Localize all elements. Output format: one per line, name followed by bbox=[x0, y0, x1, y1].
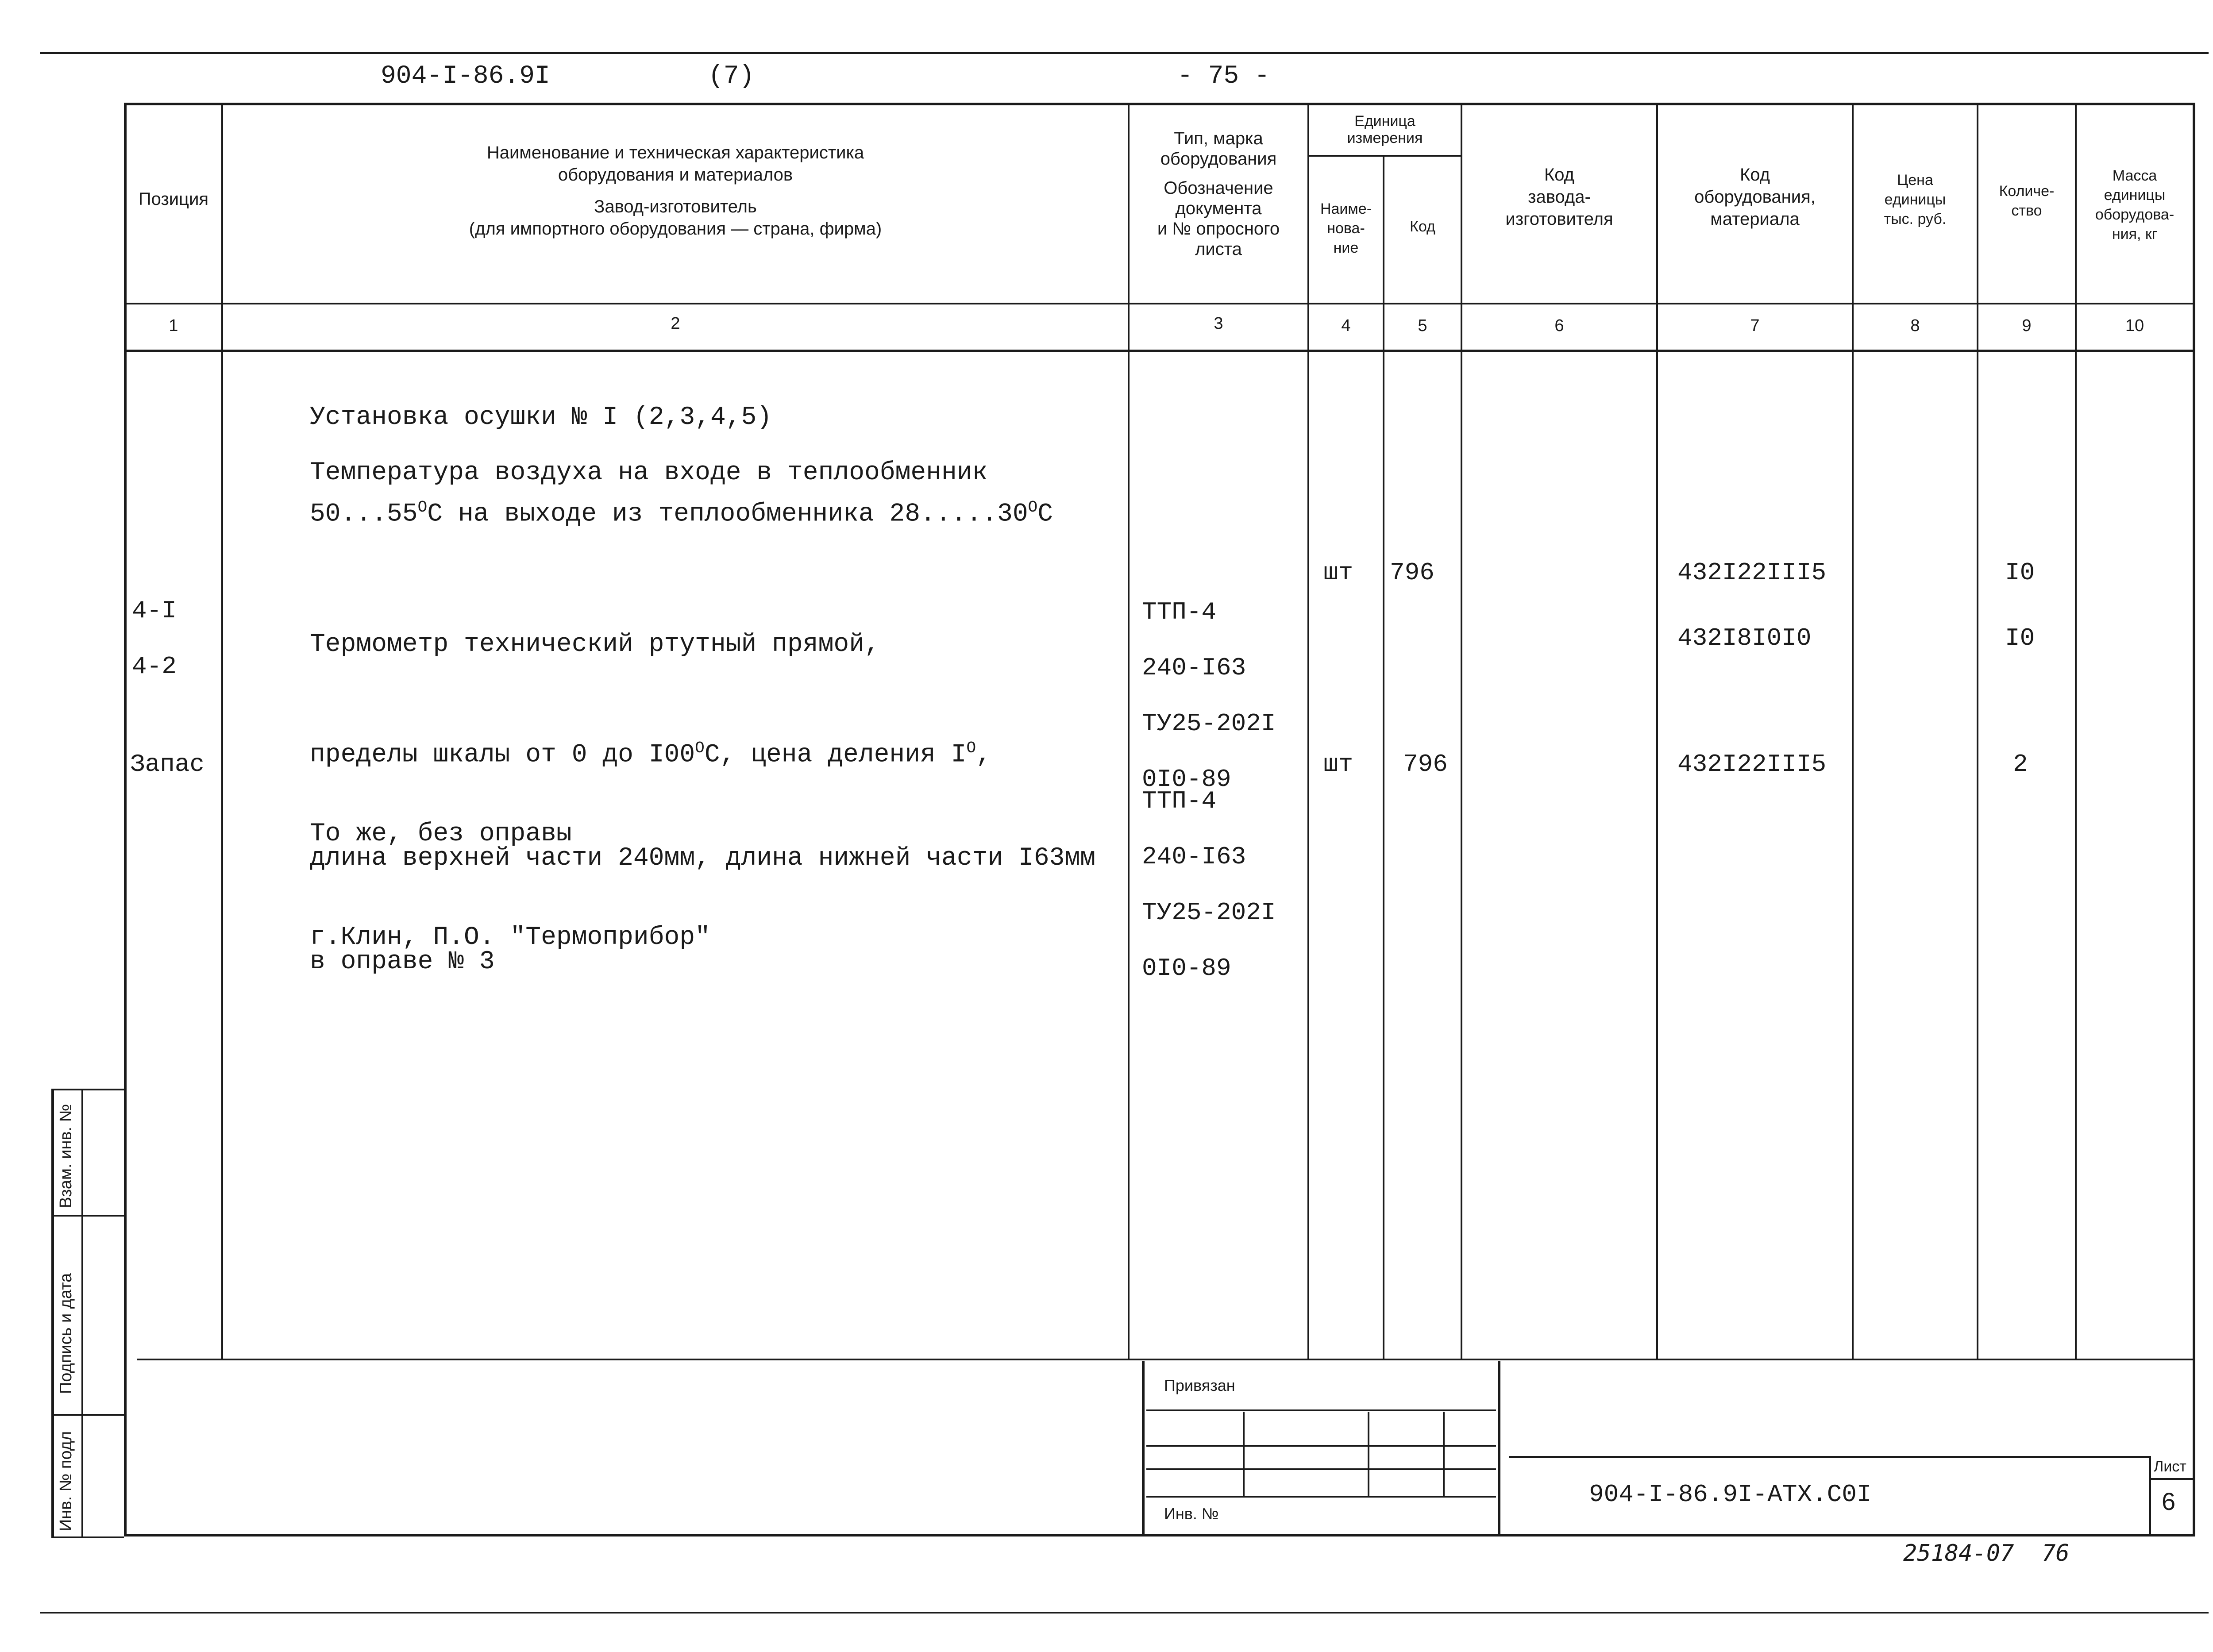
col-sep-3 bbox=[1307, 103, 1309, 1359]
col-sep-1 bbox=[221, 103, 223, 1359]
side-stamp-top bbox=[51, 1089, 124, 1090]
table-row-2-type: ТТП-4 240-I63 ТУ25-202I 0I0-89 bbox=[1142, 787, 1276, 982]
table-bottom-border bbox=[124, 1534, 2195, 1536]
page-number: - 75 - bbox=[1177, 62, 1270, 91]
stamp-vsep-3 bbox=[1443, 1412, 1445, 1496]
col9-number: 9 bbox=[2022, 316, 2032, 335]
table-row-1-qty-1: I0 bbox=[2005, 558, 2035, 587]
unit-group-divider bbox=[1307, 155, 1461, 157]
col9-header: Количе- ство bbox=[1999, 183, 2055, 219]
stamp-line-a bbox=[1146, 1409, 1496, 1411]
col7-number: 7 bbox=[1750, 316, 1760, 335]
col5-header: Код bbox=[1410, 218, 1435, 235]
list-number: 6 bbox=[2162, 1487, 2176, 1515]
temperature-line-1: Температура воздуха на входе в теплообменник bbox=[310, 458, 988, 487]
unit-group-header: Единица измерения bbox=[1347, 113, 1423, 146]
stamp-vsep-1 bbox=[1243, 1412, 1245, 1496]
col4-header: Наиме- нова- ние bbox=[1320, 200, 1372, 256]
handwritten-archive-number: 25184-07 76 bbox=[1903, 1540, 2070, 1567]
col2-number: 2 bbox=[671, 314, 680, 333]
list-box-divider bbox=[2149, 1478, 2194, 1480]
table-row-1-type: ТТП-4 240-I63 ТУ25-202I 0I0-89 bbox=[1142, 598, 1276, 793]
col-sep-6 bbox=[1656, 103, 1658, 1359]
col2-header: Наименование и техническая характеристика оборудования и материалов Завод-изготовитель (для импортного оборудования — страна, фирма) bbox=[469, 143, 882, 239]
table-row-1-unit: шт bbox=[1323, 558, 1353, 587]
scan-edge-bottom bbox=[40, 1612, 2209, 1613]
doc-code-top: 904-I-86.9I bbox=[381, 62, 550, 91]
col4-number: 4 bbox=[1341, 316, 1351, 335]
col10-number: 10 bbox=[2125, 316, 2144, 335]
col-sep-9 bbox=[2075, 103, 2077, 1359]
side-podpis-label: Подпись и дата bbox=[57, 1273, 75, 1394]
list-box-left bbox=[2149, 1458, 2151, 1536]
stamp-privyazan-right bbox=[1498, 1361, 1500, 1536]
document-code: 904-I-86.9I-АТХ.С0I bbox=[1589, 1480, 1872, 1509]
stamp-vsep-2 bbox=[1368, 1412, 1369, 1496]
section-title: Установка осушки № I (2,3,4,5) bbox=[310, 403, 772, 432]
table-row-2-equip-code: 432I22III5 bbox=[1677, 750, 1827, 778]
part-number: (7) bbox=[708, 62, 755, 91]
col-sep-2 bbox=[1128, 103, 1130, 1359]
col3-header: Тип, марка оборудования Обозначение документа и № опросного листа bbox=[1157, 129, 1280, 259]
side-inv-podl-label: Инв. № подл bbox=[57, 1431, 75, 1531]
col-sep-4 bbox=[1383, 155, 1384, 1359]
side-stamp-bottom bbox=[51, 1536, 124, 1538]
col6-header: Код завода- изготовителя bbox=[1505, 165, 1613, 229]
table-row-1-unit-code: 796 bbox=[1390, 558, 1434, 587]
table-right-border bbox=[2193, 103, 2195, 1536]
col-sep-7 bbox=[1852, 103, 1854, 1359]
side-stamp-sep-2 bbox=[51, 1414, 124, 1416]
stamp-top-border bbox=[137, 1359, 2195, 1360]
col8-number: 8 bbox=[1910, 316, 1920, 335]
scan-edge-top bbox=[40, 52, 2209, 54]
col6-number: 6 bbox=[1554, 316, 1564, 335]
table-row-2-name: То же, без оправы г.Клин, П.О. "Термоприбор" bbox=[310, 820, 710, 952]
col8-header: Цена единицы тыс. руб. bbox=[1884, 172, 1947, 227]
table-row-1-positions: 4-I 4-2 bbox=[132, 597, 177, 681]
side-stamp-mid bbox=[81, 1089, 83, 1536]
col-sep-5 bbox=[1461, 103, 1462, 1359]
col-sep-8 bbox=[1977, 103, 1978, 1359]
col10-header: Масса единицы оборудова- ния, кг bbox=[2095, 167, 2174, 243]
side-stamp-sep-1 bbox=[51, 1215, 124, 1217]
col3-number: 3 bbox=[1214, 314, 1223, 333]
side-vzam-label: Взам. инв. № bbox=[57, 1104, 75, 1208]
numbers-row-bottom bbox=[124, 350, 2195, 352]
temperature-line-2: $50...55^ОС$ на выходе из теплообменника $28.....30^ОС$ bbox=[310, 498, 1053, 529]
header-divider bbox=[124, 303, 2195, 304]
table-row-1-equip-code-2: 432I8I0I0 bbox=[1677, 624, 1812, 652]
table-row-1-name: Термометр технический ртутный прямой, пределы шкалы от 0 до $I00^ОС$, цена деления $I^О$, длина верхней части 240мм, длина нижней части I63мм в оправе № 3 bbox=[310, 630, 1096, 977]
table-row-2-qty: 2 bbox=[2013, 750, 2028, 778]
stamp-privyazan-left bbox=[1142, 1361, 1145, 1536]
doc-code-box-top bbox=[1509, 1456, 2151, 1458]
table-top-border bbox=[124, 103, 2195, 105]
col1-number: 1 bbox=[169, 316, 178, 335]
table-row-2-unit: шт bbox=[1323, 750, 1353, 778]
col5-number: 5 bbox=[1418, 316, 1427, 335]
table-row-1-equip-code-1: 432I22III5 bbox=[1677, 558, 1827, 587]
table-row-2-unit-code: 796 bbox=[1403, 750, 1448, 778]
table-row-1-qty-2: I0 bbox=[2005, 624, 2035, 652]
col7-header: Код оборудования, материала bbox=[1694, 165, 1816, 229]
table-row-2-position: Запас bbox=[130, 750, 205, 778]
col1-header: Позиция bbox=[138, 189, 209, 209]
stamp-line-d bbox=[1146, 1496, 1496, 1498]
list-label: Лист bbox=[2154, 1458, 2186, 1475]
inv-no-label: Инв. № bbox=[1164, 1505, 1219, 1523]
side-stamp-left bbox=[51, 1089, 54, 1536]
privyazan-label: Привязан bbox=[1164, 1376, 1235, 1394]
